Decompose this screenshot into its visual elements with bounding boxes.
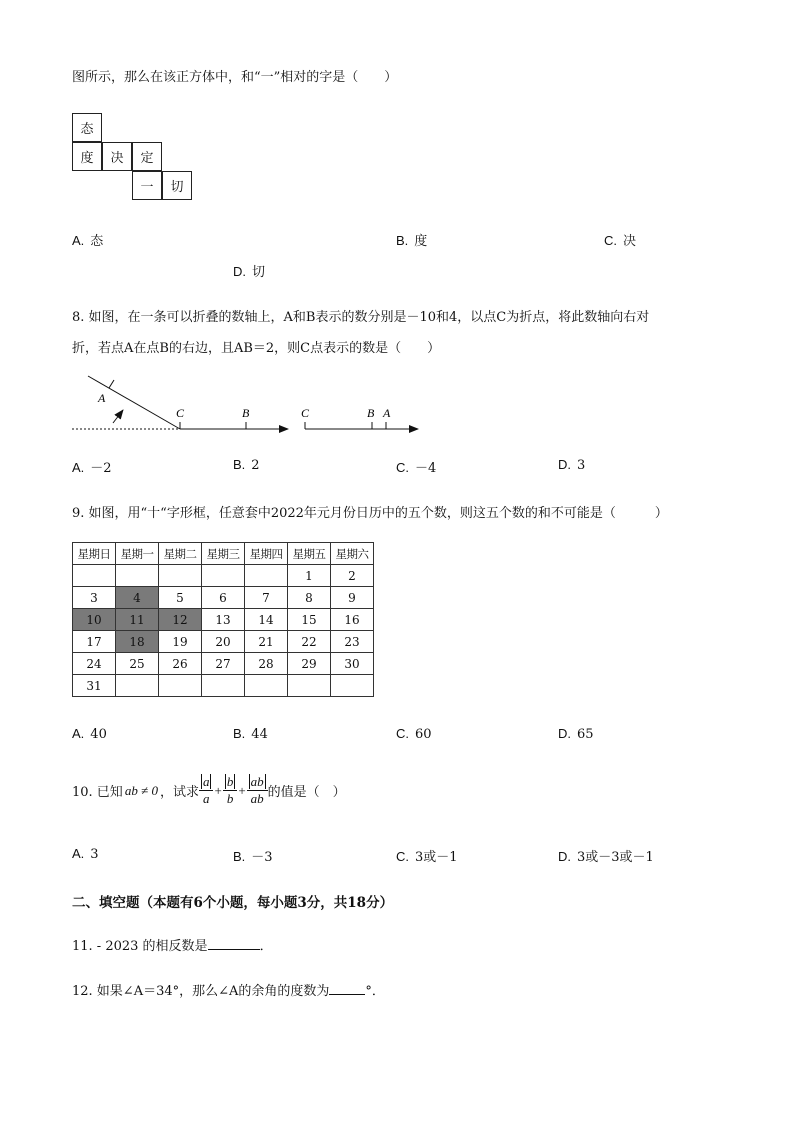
calendar-day-cell bbox=[202, 565, 245, 587]
weekday-header: 星期三 bbox=[202, 543, 245, 565]
calendar-day-cell: 8 bbox=[288, 587, 331, 609]
calendar-day-cell bbox=[73, 565, 116, 587]
calendar-day-cell: 29 bbox=[288, 653, 331, 675]
calendar-day-cell: 18 bbox=[116, 631, 159, 653]
q10-option-b[interactable]: B. －3 bbox=[233, 849, 273, 865]
calendar-day-cell: 13 bbox=[202, 609, 245, 631]
q8-stem-line1: 8. 如图，在一条可以折叠的数轴上，A和B表示的数分别是－10和4，以点C为折点，将此数轴向右对 bbox=[72, 310, 650, 325]
fold-arrow bbox=[113, 410, 123, 423]
q7-option-a[interactable]: A. 态 bbox=[72, 233, 104, 249]
calendar-day-cell: 24 bbox=[73, 653, 116, 675]
weekday-header: 星期日 bbox=[73, 543, 116, 565]
weekday-header: 星期二 bbox=[159, 543, 202, 565]
label-c: C bbox=[176, 406, 185, 420]
net-cell: 决 bbox=[102, 142, 132, 171]
q7-option-b[interactable]: B. 度 bbox=[396, 233, 428, 249]
q8-option-b[interactable]: B. 2 bbox=[233, 457, 260, 473]
q11-stem: 11. - 2023 的相反数是 ． bbox=[72, 939, 273, 954]
calendar-day-cell bbox=[159, 675, 202, 697]
calendar-row bbox=[73, 653, 374, 675]
q7-stem: 图所示，那么在该正方体中，和“一”相对的字是（ ） bbox=[72, 70, 398, 85]
calendar-day-cell: 25 bbox=[116, 653, 159, 675]
calendar-day-cell: 22 bbox=[288, 631, 331, 653]
calendar-day-cell: 4 bbox=[116, 587, 159, 609]
calendar-day-cell: 12 bbox=[159, 609, 202, 631]
label-a: A bbox=[98, 391, 106, 405]
net-cell: 一 bbox=[132, 171, 162, 200]
q7-option-c[interactable]: C. 决 bbox=[604, 233, 637, 249]
calendar-day-cell bbox=[116, 565, 159, 587]
q10-stem: 10. 已知 ab ≠ 0 ，试求 $\frac{a}{a}$ + $\frac{b}{b}$ + $\frac{ab}{ab}$ 的值是（ ） bbox=[72, 774, 346, 806]
q9-option-c[interactable]: C. 60 bbox=[396, 726, 432, 742]
net-cell: 切 bbox=[162, 171, 192, 200]
calendar-day-cell: 1 bbox=[288, 565, 331, 587]
calendar-day-cell: 7 bbox=[245, 587, 288, 609]
calendar-day-cell: 26 bbox=[159, 653, 202, 675]
q10-option-a[interactable]: A. 3 bbox=[72, 846, 99, 862]
calendar-day-cell: 3 bbox=[73, 587, 116, 609]
calendar-day-cell bbox=[202, 675, 245, 697]
calendar-day-cell: 16 bbox=[331, 609, 374, 631]
label-b: B bbox=[242, 406, 250, 420]
q8-option-a[interactable]: A. －2 bbox=[72, 460, 112, 476]
calendar-day-cell: 23 bbox=[331, 631, 374, 653]
fraction-abs-a-over-a: $\frac{a}{a}$ bbox=[199, 774, 214, 807]
calendar-day-cell: 5 bbox=[159, 587, 202, 609]
q12-stem: 12. 如果∠A＝34°，那么∠A的余角的度数为 °． bbox=[72, 984, 385, 999]
calendar-day-cell: 11 bbox=[116, 609, 159, 631]
calendar-day-cell: 9 bbox=[331, 587, 374, 609]
q10-option-d[interactable]: D. 3或－3或－1 bbox=[558, 849, 654, 865]
answer-blank[interactable] bbox=[329, 982, 365, 995]
calendar-row bbox=[73, 587, 374, 609]
calendar-day-cell: 10 bbox=[73, 609, 116, 631]
calendar-day-cell: 17 bbox=[73, 631, 116, 653]
calendar-day-cell: 20 bbox=[202, 631, 245, 653]
answer-blank[interactable] bbox=[208, 937, 260, 950]
fraction-abs-b-over-b: $\frac{b}{b}$ bbox=[223, 774, 238, 807]
result-label-b: B bbox=[367, 406, 375, 420]
calendar-day-cell bbox=[288, 675, 331, 697]
result-label-a: A bbox=[383, 406, 391, 420]
calendar-day-cell: 21 bbox=[245, 631, 288, 653]
net-cell: 态 bbox=[72, 113, 102, 142]
q9-option-a[interactable]: A. 40 bbox=[72, 726, 107, 742]
section-title: 二、填空题（本题有6个小题，每小题3分，共18分） bbox=[72, 895, 394, 911]
q8-option-c[interactable]: C. －4 bbox=[396, 460, 437, 476]
calendar-row bbox=[73, 609, 374, 631]
weekday-header: 星期一 bbox=[116, 543, 159, 565]
calendar-day-cell: 2 bbox=[331, 565, 374, 587]
q8-number-line-figure bbox=[66, 368, 436, 440]
q9-stem: 9. 如图，用“十“字形框，任意套中2022年元月份日历中的五个数，则这五个数的和不可能是（ ） bbox=[72, 506, 668, 521]
q10-option-c[interactable]: C. 3或－1 bbox=[396, 849, 458, 865]
calendar-day-cell: 14 bbox=[245, 609, 288, 631]
calendar-day-cell bbox=[245, 565, 288, 587]
q10-condition: ab ≠ 0 bbox=[124, 782, 158, 798]
calendar-table bbox=[72, 542, 374, 697]
q8-option-d[interactable]: D. 3 bbox=[558, 457, 586, 473]
q7-option-d[interactable]: D. 切 bbox=[233, 264, 266, 280]
weekday-header: 星期五 bbox=[288, 543, 331, 565]
calendar-day-cell bbox=[159, 565, 202, 587]
net-cell: 定 bbox=[132, 142, 162, 171]
fraction-abs-ab-over-ab: $\frac{ab}{ab}$ bbox=[247, 774, 268, 807]
calendar-day-cell bbox=[116, 675, 159, 697]
calendar-day-cell: 15 bbox=[288, 609, 331, 631]
result-label-c: C bbox=[301, 406, 310, 420]
q9-option-d[interactable]: D. 65 bbox=[558, 726, 594, 742]
calendar-day-cell bbox=[245, 675, 288, 697]
calendar-day-cell: 6 bbox=[202, 587, 245, 609]
weekday-header: 星期四 bbox=[245, 543, 288, 565]
calendar-day-cell: 28 bbox=[245, 653, 288, 675]
calendar-day-cell: 27 bbox=[202, 653, 245, 675]
q8-stem-line2: 折，若点A在点B的右边，且AB＝2，则C点表示的数是（ ） bbox=[72, 341, 441, 356]
calendar-day-cell: 19 bbox=[159, 631, 202, 653]
calendar-day-cell: 30 bbox=[331, 653, 374, 675]
calendar-row bbox=[73, 631, 374, 653]
calendar-day-cell bbox=[331, 675, 374, 697]
tick-a bbox=[109, 380, 114, 388]
calendar-row bbox=[73, 565, 374, 587]
calendar-day-cell: 31 bbox=[73, 675, 116, 697]
calendar-header-row bbox=[73, 543, 374, 565]
net-cell: 度 bbox=[72, 142, 102, 171]
q10-expression: $\frac{a}{a}$ + $\frac{b}{b}$ + $\frac{ab}{ab}$ bbox=[199, 774, 268, 807]
calendar-row bbox=[73, 675, 374, 697]
weekday-header: 星期六 bbox=[331, 543, 374, 565]
q9-option-b[interactable]: B. 44 bbox=[233, 726, 268, 742]
